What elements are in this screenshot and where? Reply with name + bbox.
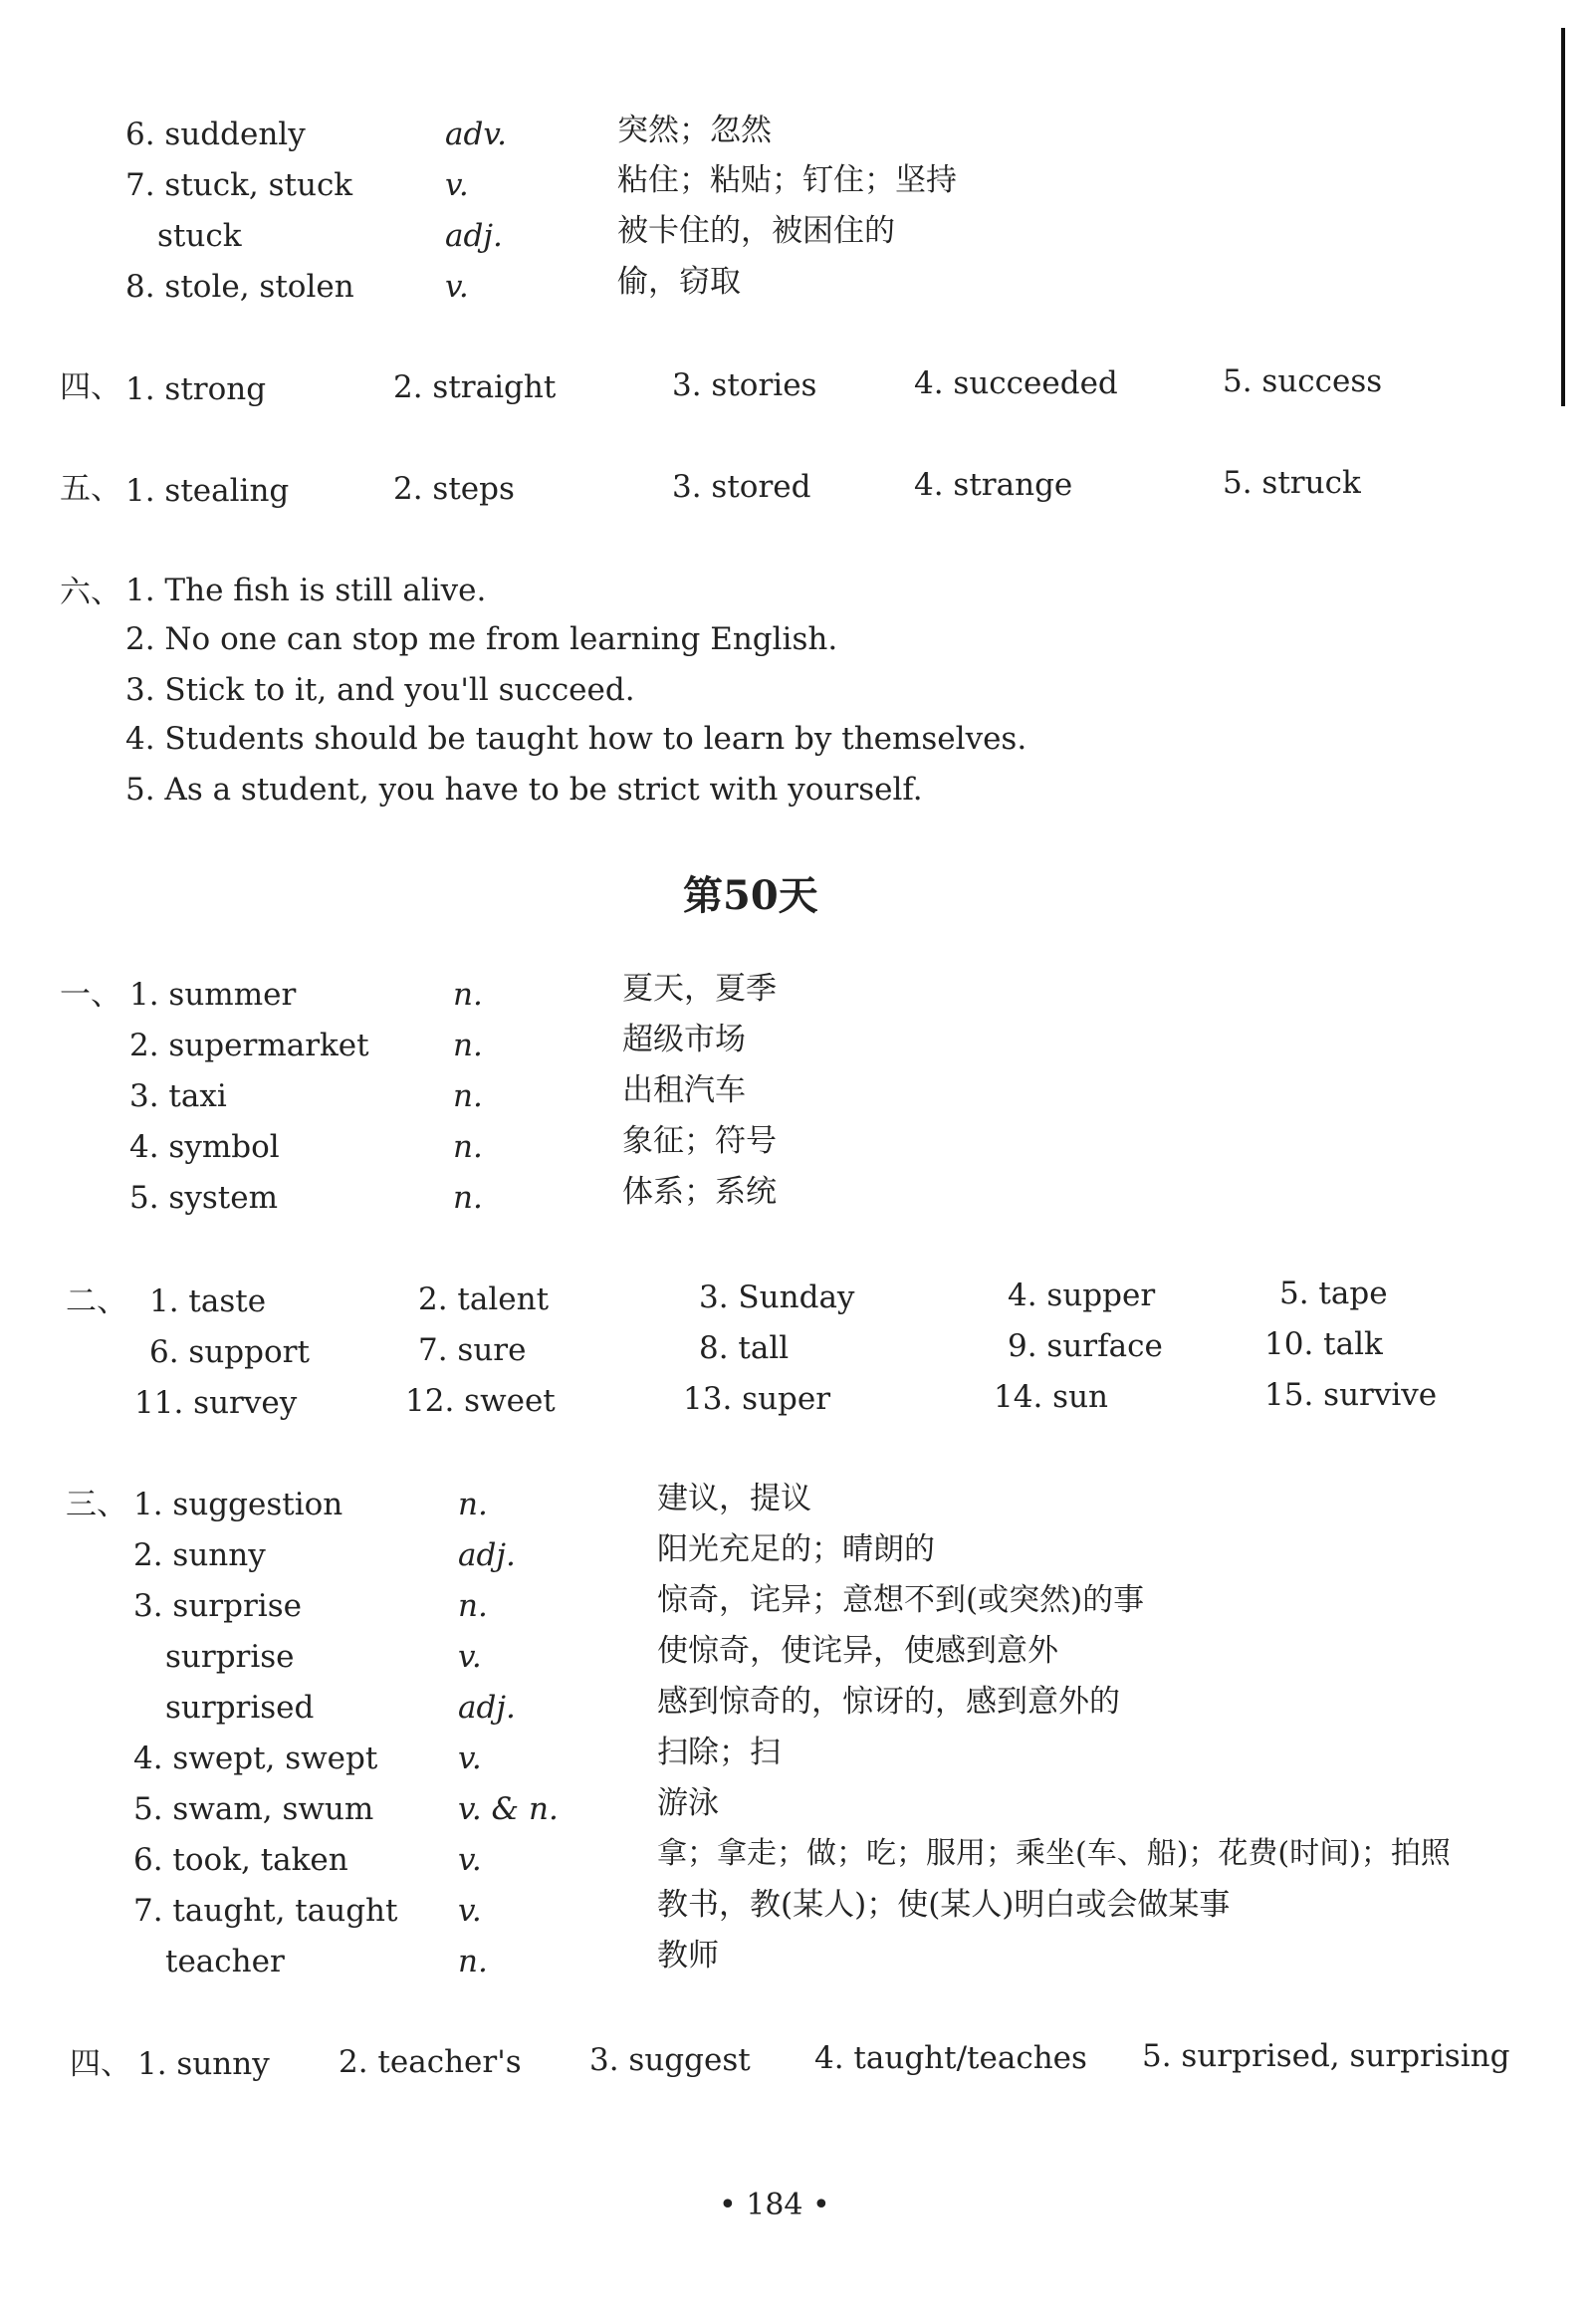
answer-item: 15. survive — [1264, 1377, 1438, 1413]
answer-item: 2. talent — [418, 1281, 550, 1317]
vocab-meaning: 教书，教(某人)；使(某人)明白或会做某事 — [657, 1887, 1231, 1923]
vocab-word: 5. system — [129, 1180, 278, 1216]
day-title: 第50天 — [683, 872, 818, 919]
vocab-word: 4. symbol — [129, 1129, 280, 1165]
answer-item: 1. sunny — [137, 2046, 270, 2082]
vocab-meaning: 教师 — [657, 1938, 719, 1974]
answer-item: 11. survey — [134, 1385, 298, 1421]
vocab-word: 7. stuck, stuck — [125, 167, 353, 203]
vocab-word: stuck — [157, 218, 242, 254]
vocab-meaning: 被卡住的，被困住的 — [617, 213, 895, 249]
vocab-word: surprise — [165, 1639, 295, 1675]
vocab-word: teacher — [165, 1944, 285, 1979]
answer-item: 5. success — [1223, 363, 1383, 399]
vocab-pos: n. — [458, 1588, 488, 1624]
answer-item: 8. tall — [699, 1330, 790, 1366]
answer-item: 3. stories — [672, 367, 817, 403]
answer-item: 10. talk — [1264, 1326, 1383, 1362]
vocab-pos: n. — [453, 977, 483, 1013]
answer-item: 3. Sunday — [699, 1279, 855, 1315]
answer-item: 9. surface — [1008, 1328, 1163, 1364]
section-label: 一、 — [60, 977, 121, 1013]
vocab-meaning: 游泳 — [657, 1785, 719, 1821]
vocab-meaning: 象征；符号 — [622, 1123, 777, 1159]
vocab-word: 2. sunny — [133, 1537, 266, 1573]
vocab-meaning: 建议，提议 — [657, 1481, 811, 1516]
vocab-word: 6. suddenly — [125, 116, 306, 152]
vocab-meaning: 粘住；粘贴；钉住；坚持 — [617, 162, 957, 198]
answer-item: 5. surprised, surprising — [1142, 2038, 1510, 2074]
vocab-meaning: 感到惊奇的，惊讶的，感到意外的 — [657, 1684, 1120, 1720]
vocab-word: 3. surprise — [133, 1588, 302, 1624]
page-number: • 184 • — [719, 2188, 830, 2222]
vocab-pos: adv. — [445, 116, 508, 152]
answer-item: 4. succeeded — [914, 365, 1118, 401]
answer-item: 5. tape — [1279, 1276, 1388, 1311]
vocab-pos: v. — [458, 1639, 482, 1675]
vocab-word: 3. taxi — [129, 1078, 227, 1114]
vocab-meaning: 突然；忽然 — [617, 113, 772, 148]
vocab-meaning: 阳光充足的；晴朗的 — [657, 1531, 935, 1567]
vocab-pos: v. — [458, 1741, 482, 1776]
vocab-pos: v. — [445, 167, 469, 203]
vocab-pos: v. & n. — [458, 1791, 559, 1827]
vocab-pos: n. — [458, 1944, 488, 1979]
vocab-meaning: 出租汽车 — [622, 1072, 746, 1108]
answer-item: 4. supper — [1008, 1278, 1156, 1313]
vocab-pos: n. — [453, 1129, 483, 1165]
answer-item: 1. stealing — [125, 473, 290, 509]
vocab-meaning: 使惊奇，使诧异，使感到意外 — [657, 1633, 1058, 1669]
vocab-word: 4. swept, swept — [133, 1741, 378, 1776]
answer-item: 6. support — [149, 1334, 310, 1370]
vocab-pos: v. — [445, 269, 469, 305]
answer-item: 7. sure — [418, 1332, 527, 1368]
answer-item: 13. super — [683, 1381, 831, 1417]
vocab-pos: v. — [458, 1842, 482, 1878]
vocab-pos: v. — [458, 1893, 482, 1929]
vocab-meaning: 拿；拿走；做；吃；服用；乘坐(车、船)；花费(时间)；拍照 — [657, 1836, 1451, 1871]
vocab-pos: adj. — [458, 1690, 516, 1726]
vocab-pos: adj. — [445, 218, 503, 254]
section-label: 二、 — [66, 1283, 127, 1319]
vocab-meaning: 夏天，夏季 — [622, 971, 777, 1007]
sentence: 5. As a student, you have to be strict with yourself. — [125, 772, 923, 808]
answer-item: 1. taste — [149, 1283, 267, 1319]
vocab-word: surprised — [165, 1690, 315, 1726]
answer-item: 3. suggest — [589, 2042, 751, 2078]
vocab-meaning: 惊奇，诧异；意想不到(或突然)的事 — [657, 1582, 1145, 1618]
vocab-pos: n. — [453, 1078, 483, 1114]
sentence: 3. Stick to it, and you'll succeed. — [125, 672, 635, 708]
vocab-pos: n. — [458, 1487, 488, 1522]
sentence: 2. No one can stop me from learning English. — [125, 621, 838, 657]
vocab-meaning: 超级市场 — [622, 1022, 746, 1057]
vocab-word: 1. summer — [129, 977, 297, 1013]
vocab-meaning: 扫除；扫 — [657, 1735, 781, 1770]
vocab-word: 1. suggestion — [133, 1487, 343, 1522]
answer-item: 5. struck — [1223, 465, 1361, 501]
vocab-word: 6. took, taken — [133, 1842, 348, 1878]
answer-item: 4. strange — [914, 467, 1073, 503]
vocab-word: 8. stole, stolen — [125, 269, 354, 305]
sentence: 4. Students should be taught how to learn by themselves. — [125, 721, 1027, 757]
section-label: 三、 — [66, 1487, 127, 1522]
vocab-word: 7. taught, taught — [133, 1893, 398, 1929]
section-label: 五、 — [60, 471, 121, 507]
vocab-meaning: 体系；系统 — [622, 1174, 777, 1210]
section-label: 四、 — [60, 369, 121, 405]
answer-item: 14. sun — [994, 1379, 1108, 1415]
sentence: 1. The fish is still alive. — [125, 573, 487, 608]
answer-item: 2. teacher's — [339, 2044, 522, 2080]
answer-item: 12. sweet — [405, 1383, 556, 1419]
section-label: 四、 — [70, 2046, 131, 2082]
section-label: 六、 — [60, 575, 121, 610]
vocab-pos: n. — [453, 1180, 483, 1216]
vocab-pos: adj. — [458, 1537, 516, 1573]
vocab-word: 2. supermarket — [129, 1028, 369, 1063]
vocab-pos: n. — [453, 1028, 483, 1063]
answer-item: 4. taught/teaches — [814, 2040, 1087, 2076]
vocab-meaning: 偷，窃取 — [617, 264, 741, 300]
answer-item: 2. steps — [393, 471, 515, 507]
vocab-word: 5. swam, swum — [133, 1791, 374, 1827]
answer-item: 2. straight — [393, 369, 557, 405]
scan-edge-line — [1561, 28, 1565, 406]
answer-item: 3. stored — [672, 469, 811, 505]
answer-item: 1. strong — [125, 371, 267, 407]
